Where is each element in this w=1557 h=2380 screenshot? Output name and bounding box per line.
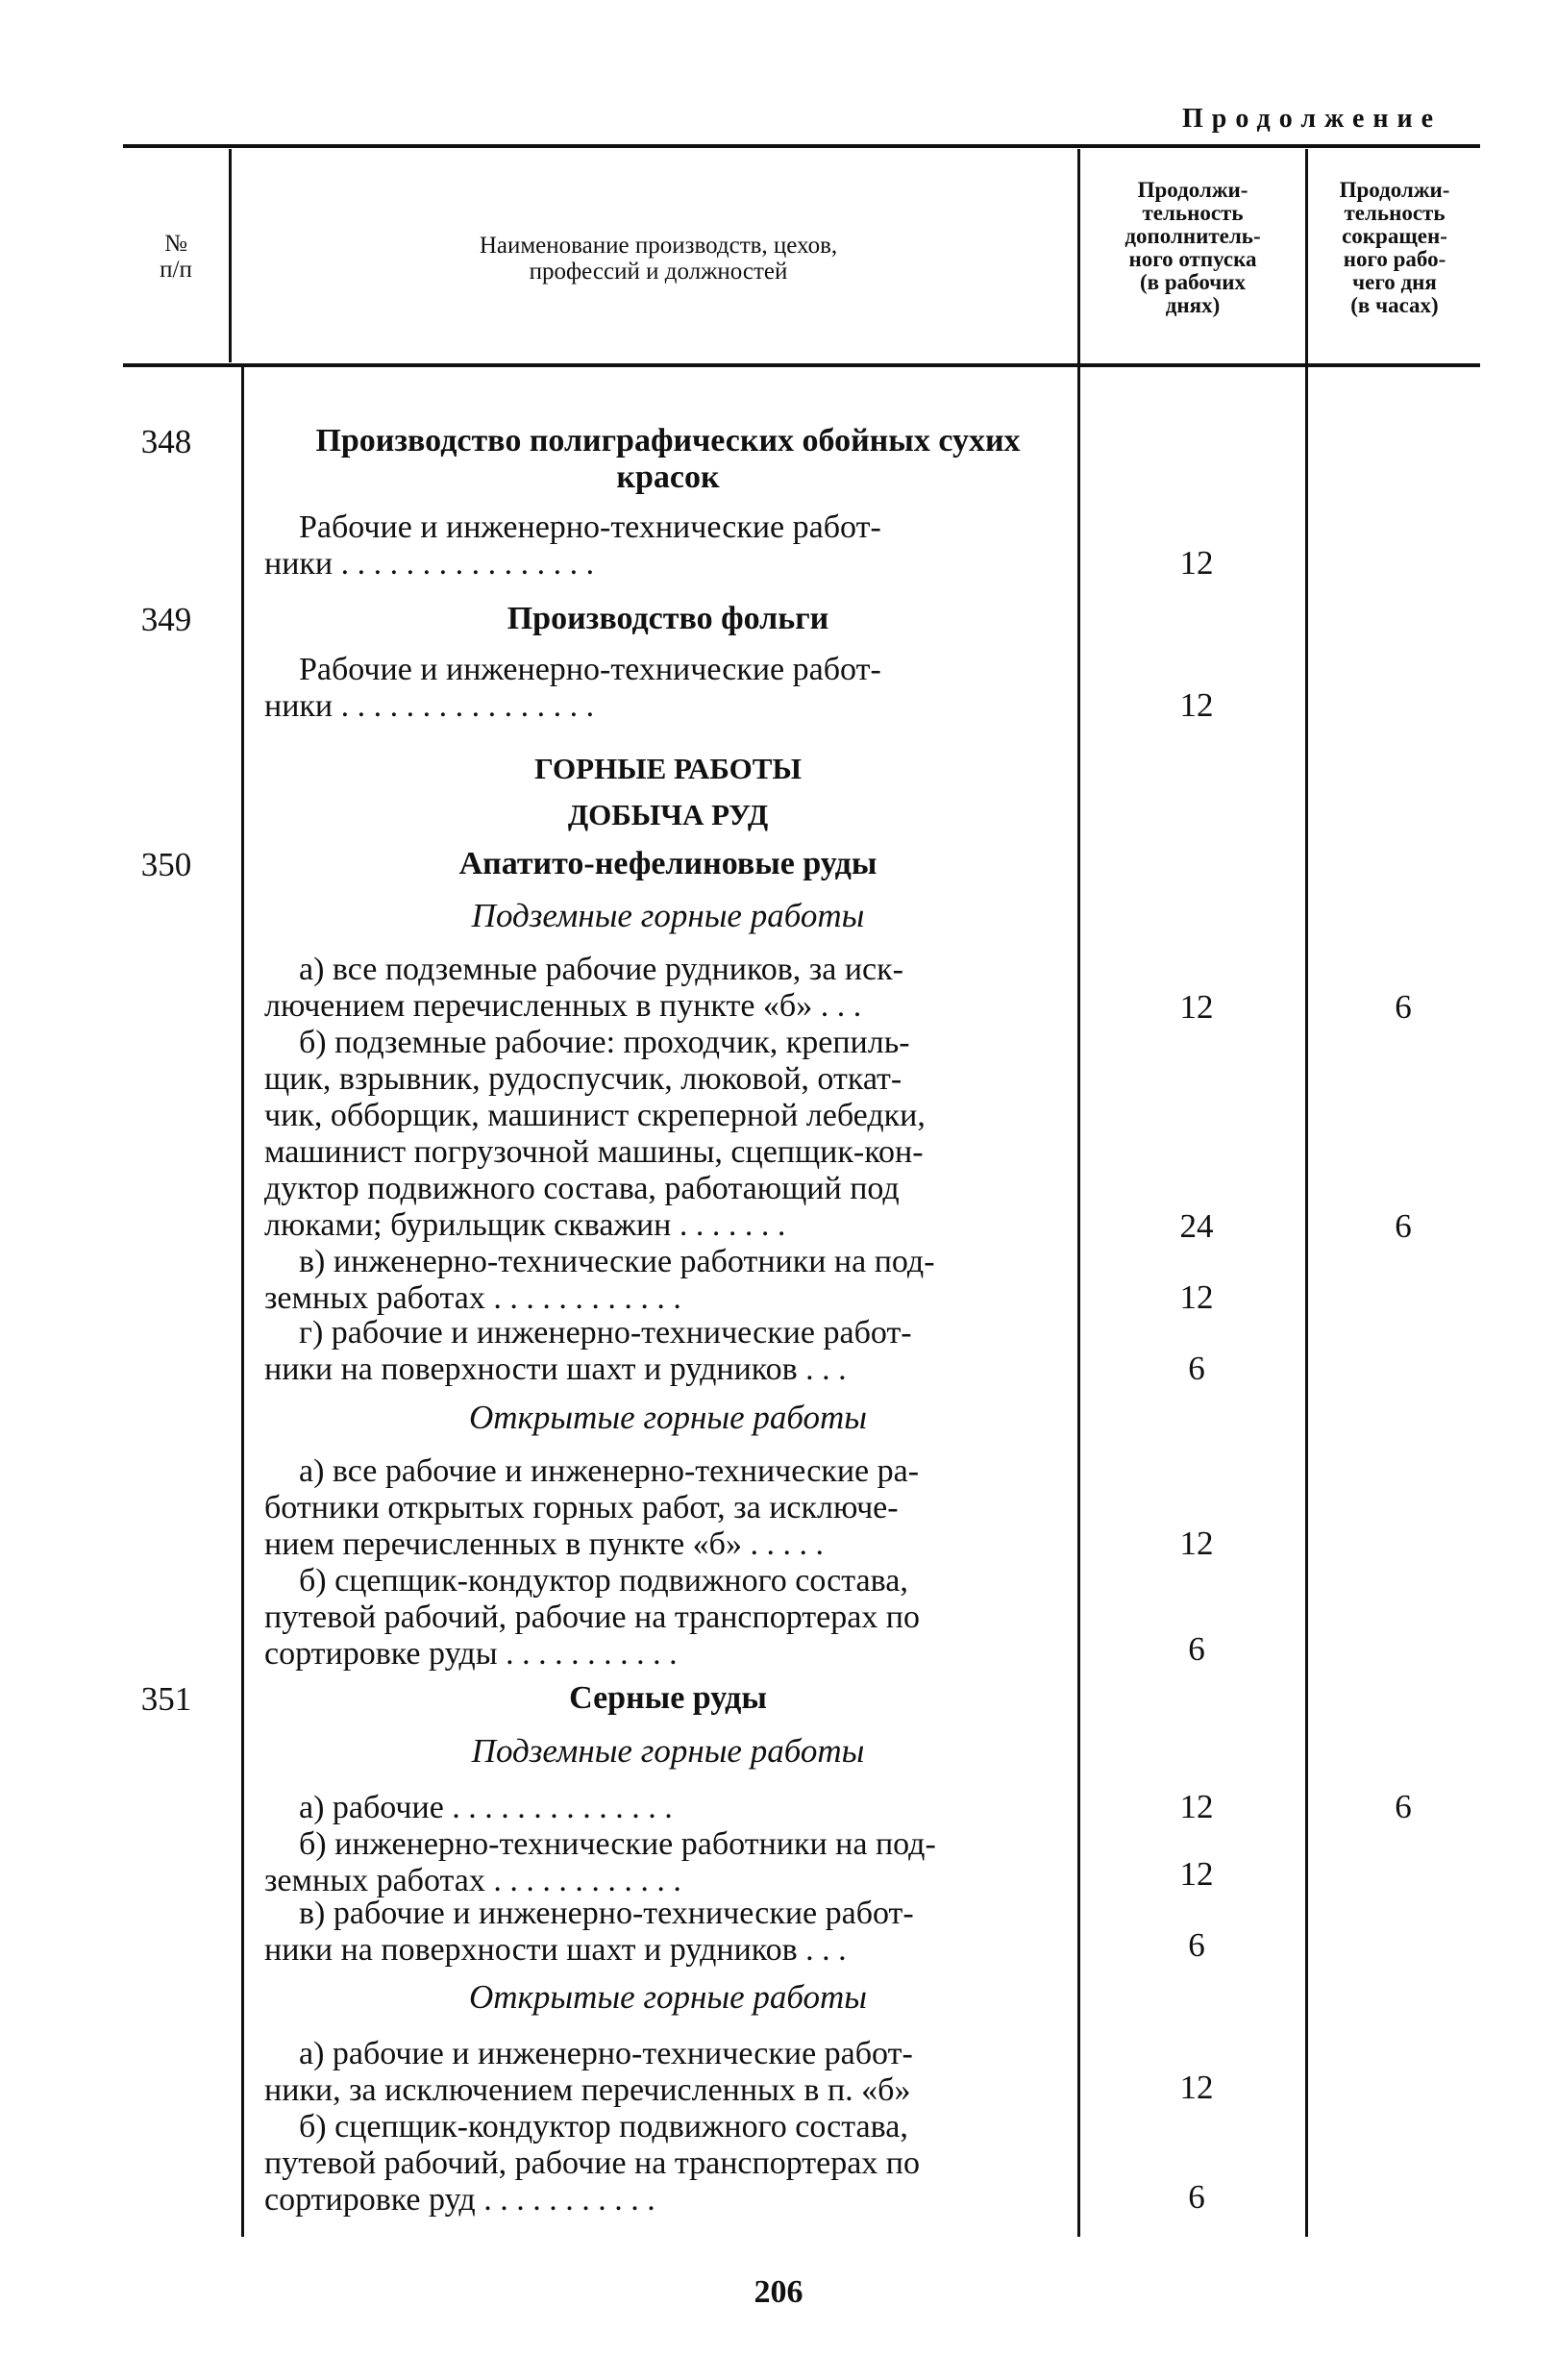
header-number: № п/п: [160, 231, 192, 283]
entry-351-open-a: а) рабочие и инженерно-технические работ- ники, за исключением перечисленных в п. «б»: [264, 2036, 913, 2108]
vacation-350-c: 12: [1179, 1278, 1214, 1316]
vacation-350-a: 12: [1179, 988, 1214, 1026]
entry-title-351: Серные руды: [569, 1680, 767, 1716]
header-hours: Продолжи- тельность сокращен- ного рабо- чего дня (в часах): [1339, 178, 1450, 317]
vacation-351-open-b: 6: [1188, 2178, 1205, 2216]
hours-351-a: 6: [1395, 1788, 1412, 1825]
entry-number-349: 349: [140, 601, 192, 638]
entry-number-351: 351: [140, 1680, 192, 1718]
entry-title-350: Апатито-нефелиновые руды: [458, 846, 877, 881]
vacation-350-d: 6: [1188, 1350, 1205, 1387]
vacation-350-open-b: 6: [1188, 1630, 1205, 1668]
header-vacation: Продолжи- тельность дополнитель- ного отпуска (в рабочих днях): [1124, 178, 1261, 317]
vacation-351-a: 12: [1179, 1788, 1214, 1825]
entry-title-348: Производство полиграфических обойных сухих красок: [315, 423, 1021, 495]
vacation-350-open-a: 12: [1179, 1525, 1214, 1562]
vacation-349: 12: [1179, 686, 1214, 724]
section-subtitle: ДОБЫЧА РУД: [567, 798, 769, 831]
entry-number-348: 348: [140, 423, 192, 460]
vacation-350-b: 24: [1179, 1207, 1214, 1245]
entry-number-350: 350: [140, 846, 192, 883]
entry-350-c: в) инженерно-технические работники на под- земных работах . . . . . . . . . . . .: [264, 1244, 935, 1316]
hours-350-b: 6: [1395, 1207, 1412, 1245]
page-number: 206: [754, 2274, 803, 2310]
entry-350-open-a: а) все рабочие и инженерно-технические ра- ботники открытых горных работ, за исключе- нием перечисленных в пункте «б» . . . . .: [264, 1453, 920, 1562]
entry-350-a: а) все подземные рабочие рудников, за иск- лючением перечисленных в пункте «б» . . .: [264, 952, 903, 1024]
entry-350-b: б) подземные рабочие: проходчик, крепиль- щик, взрывник, рудоспусчик, люковой, откат- чик, обборщик, машинист скреперной лебедки, машинист погрузочной машины, сцепщик-кон- дуктор подвижного состава, работающий под люками; бурильщик скважин . . . . . . .: [264, 1025, 926, 1243]
vacation-348: 12: [1179, 544, 1214, 582]
entry-348-item: Рабочие и инженерно-технические работ- ники . . . . . . . . . . . . . . . .: [264, 509, 881, 582]
entry-351-c: в) рабочие и инженерно-технические работ- ники на поверхности шахт и рудников . . .: [264, 1896, 914, 1968]
subheading-open-350: Открытые горные работы: [468, 1399, 868, 1436]
entry-349-item: Рабочие и инженерно-технические работ- ники . . . . . . . . . . . . . . . .: [264, 652, 881, 724]
vacation-351-c: 6: [1188, 1926, 1205, 1964]
column-divider-1-body: [241, 367, 244, 2237]
vacation-351-open-a: 12: [1179, 2069, 1214, 2106]
table-top-rule: [123, 144, 1480, 148]
column-divider-3: [1305, 149, 1308, 2237]
section-title: ГОРНЫЕ РАБОТЫ: [534, 752, 802, 785]
hours-350-a: 6: [1395, 988, 1412, 1026]
header-name: Наименование производств, цехов, профессий и должностей: [479, 233, 838, 285]
entry-351-a: а) рабочие . . . . . . . . . . . . . .: [299, 1790, 673, 1825]
entry-title-349: Производство фольги: [507, 601, 829, 636]
subheading-underground-350: Подземные горные работы: [471, 897, 865, 934]
entry-351-open-b: б) сцепщик-кондуктор подвижного состава, путевой рабочий, рабочие на транспортерах по сортировке руд . . . . . . . . . . .: [264, 2109, 920, 2218]
vacation-351-b: 12: [1179, 1855, 1214, 1893]
entry-350-open-b: б) сцепщик-кондуктор подвижного состава, путевой рабочий, рабочие на транспортерах по сортировке руды . . . . . . . . . . .: [264, 1563, 920, 1672]
entry-351-b: б) инженерно-технические работники на под- земных работах . . . . . . . . . . . .: [264, 1826, 936, 1898]
continuation-label: Продолжение: [1182, 104, 1443, 134]
subheading-open-351: Открытые горные работы: [468, 1978, 868, 2016]
subheading-underground-351: Подземные горные работы: [471, 1732, 865, 1770]
column-divider-1: [229, 149, 232, 362]
entry-350-d: г) рабочие и инженерно-технические работ- ники на поверхности шахт и рудников . . .: [264, 1315, 912, 1387]
header-bottom-rule: [123, 363, 1480, 367]
